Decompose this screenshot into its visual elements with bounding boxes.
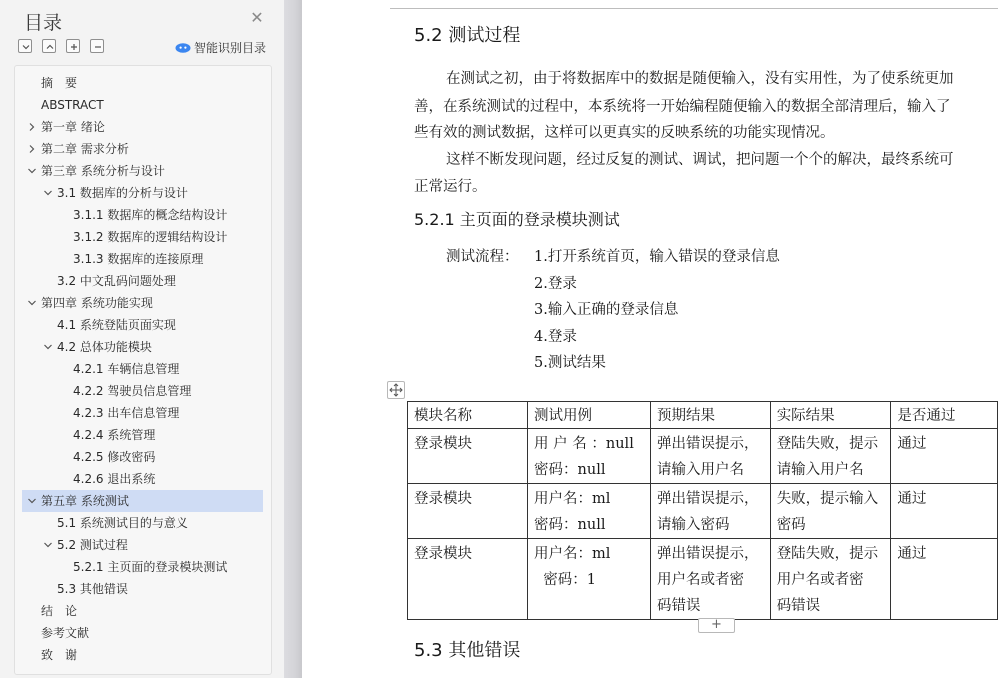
- table-row: [408, 429, 998, 484]
- smart-toc-button[interactable]: [175, 38, 266, 56]
- table-cell[interactable]: [528, 539, 651, 620]
- cell-line: 请输入用户名: [776, 462, 864, 478]
- toc-item[interactable]: [15, 380, 271, 402]
- heading-5-2[interactable]: 5.2 测试过程: [414, 25, 521, 46]
- toc-item[interactable]: [15, 534, 271, 556]
- toc-item[interactable]: [15, 578, 271, 600]
- test-flow-step[interactable]: 4.登录: [534, 329, 577, 345]
- toc-item[interactable]: [15, 160, 271, 182]
- cell-line: 弹出错误提示，: [657, 546, 759, 562]
- cell-line: 登录模块: [414, 436, 472, 452]
- toc-item-label: 4.2.4 系统管理: [73, 428, 156, 442]
- toc-item[interactable]: [15, 556, 271, 578]
- cell-line: 密码: [776, 517, 806, 533]
- panel-divider[interactable]: [284, 0, 302, 678]
- toc-item-label: 第五章 系统测试: [41, 494, 129, 508]
- chevron-down-icon[interactable]: [42, 336, 54, 358]
- test-flow-step[interactable]: 5.测试结果: [534, 355, 606, 371]
- toc-item-label: 3.1.1 数据库的概念结构设计: [73, 208, 228, 222]
- heading-5-3[interactable]: 5.3 其他错误: [414, 640, 521, 661]
- table-header-cell[interactable]: 测试用例: [528, 402, 651, 429]
- toc-item[interactable]: [15, 292, 271, 314]
- table-move-icon[interactable]: [387, 381, 405, 399]
- toc-item-label: 参考文献: [41, 626, 90, 640]
- cell-line: 用户名：ml: [534, 546, 611, 562]
- toc-item[interactable]: [22, 490, 263, 512]
- toc-item[interactable]: [15, 226, 271, 248]
- paragraph-1-line-1[interactable]: 在测试之初，由于将数据库中的数据是随便输入，没有实用性，为了使系统更加: [446, 71, 954, 87]
- toc-item-label: 3.1 数据库的分析与设计: [57, 186, 188, 200]
- toc-item-label: 第四章 系统功能实现: [41, 296, 153, 310]
- cell-line: 登录模块: [414, 491, 472, 507]
- toc-item-label: 3.1.3 数据库的连接原理: [73, 252, 204, 266]
- toc-item-label: 4.2.6 退出系统: [73, 472, 156, 486]
- collapse-all-icon[interactable]: [18, 39, 32, 53]
- cell-line: 密码：null: [534, 517, 606, 533]
- cell-line: 登录模块: [414, 546, 472, 562]
- cell-line: 登陆失败，提示: [776, 436, 879, 452]
- toc-item-label: ABSTRACT: [41, 98, 104, 112]
- toc-item[interactable]: [15, 468, 271, 490]
- heading-5-2-1[interactable]: 5.2.1 主页面的登录模块测试: [414, 210, 620, 229]
- chevron-down-icon[interactable]: [26, 292, 38, 314]
- test-flow-step[interactable]: 1.打开系统首页，输入错误的登录信息: [534, 249, 780, 265]
- toc-item-label: 5.2 测试过程: [57, 538, 128, 552]
- table-cell[interactable]: [408, 539, 528, 620]
- paragraph-2-line-1[interactable]: 这样不断发现问题，经过反复的测试、调试，把问题一个个的解决，最终系统可: [446, 152, 954, 168]
- add-row-button[interactable]: +: [698, 618, 735, 633]
- toc-item[interactable]: [15, 94, 271, 116]
- toc-item[interactable]: [15, 314, 271, 336]
- cell-line: 用户名或者密: [776, 572, 864, 588]
- table-cell[interactable]: [408, 484, 528, 539]
- paragraph-1-line-2[interactable]: 善，在系统测试的过程中，本系统将一开始编程随便输入的数据全部清理后，输入了: [414, 99, 951, 115]
- toc-item[interactable]: [15, 512, 271, 534]
- toc-item[interactable]: [15, 402, 271, 424]
- toc-item[interactable]: [15, 270, 271, 292]
- table-cell[interactable]: [408, 429, 528, 484]
- chevron-down-icon[interactable]: [42, 182, 54, 204]
- toc-item[interactable]: [15, 644, 271, 666]
- cell-line: 登陆失败，提示: [776, 546, 879, 562]
- toc-item-label: 3.2 中文乱码问题处理: [57, 274, 176, 288]
- toc-item[interactable]: [15, 622, 271, 644]
- test-flow-step[interactable]: 2.登录: [534, 276, 577, 292]
- chevron-down-icon[interactable]: [26, 160, 38, 182]
- table-cell[interactable]: [770, 539, 891, 620]
- cell-line: 用户名：ml: [534, 491, 611, 507]
- toc-item-label: 4.2.3 出车信息管理: [73, 406, 180, 420]
- table-cell[interactable]: [770, 429, 891, 484]
- table-header-cell[interactable]: 实际结果: [770, 402, 891, 429]
- page-top-rule: [390, 8, 998, 9]
- paragraph-2-line-2[interactable]: 正常运行。: [414, 179, 487, 195]
- cell-line: 请输入用户名: [657, 462, 744, 478]
- chevron-down-icon[interactable]: [42, 534, 54, 556]
- chevron-right-icon[interactable]: [26, 116, 38, 138]
- close-icon[interactable]: ✕: [250, 8, 264, 27]
- table-header-row: [408, 402, 998, 429]
- cell-line: 用户名或者密: [657, 572, 744, 588]
- cell-line: 弹出错误提示，: [657, 491, 759, 507]
- cell-line: 通过: [897, 436, 927, 452]
- toc-item-label: 第二章 需求分析: [41, 142, 129, 156]
- table-header-cell[interactable]: 是否通过: [891, 402, 998, 429]
- toc-item-label: 4.2.2 驾驶员信息管理: [73, 384, 192, 398]
- toc-item[interactable]: [15, 600, 271, 622]
- toc-item[interactable]: [15, 204, 271, 226]
- remove-heading-icon[interactable]: [90, 39, 104, 53]
- table-cell[interactable]: [891, 429, 998, 484]
- chevron-right-icon[interactable]: [26, 138, 38, 160]
- table-cell[interactable]: [528, 429, 651, 484]
- cell-line: 失败，提示输入: [776, 491, 879, 507]
- toc-item[interactable]: [15, 72, 271, 94]
- test-flow-step[interactable]: 3.输入正确的登录信息: [534, 302, 679, 318]
- table-row: [408, 484, 998, 539]
- toc-item[interactable]: [15, 358, 271, 380]
- test-flow-label[interactable]: 测试流程：: [446, 249, 519, 265]
- cell-line: 密码：null: [534, 462, 606, 478]
- toc-list: [14, 65, 272, 675]
- chevron-down-icon[interactable]: [26, 490, 38, 512]
- table-cell[interactable]: [770, 484, 891, 539]
- cell-line: 码错误: [657, 598, 701, 614]
- table-header-cell[interactable]: 预期结果: [651, 402, 771, 429]
- toc-item-label: 4.2 总体功能模块: [57, 340, 152, 354]
- toc-item-label: 5.1 系统测试目的与意义: [57, 516, 188, 530]
- toc-item-label: 4.2.1 车辆信息管理: [73, 362, 180, 376]
- toc-item-label: 致 谢: [41, 648, 78, 662]
- toc-item-label: 3.1.2 数据库的逻辑结构设计: [73, 230, 228, 244]
- toc-item[interactable]: [15, 116, 271, 138]
- toc-item-label: 结 论: [41, 604, 78, 618]
- toc-item[interactable]: [15, 182, 271, 204]
- table-row: [408, 539, 998, 620]
- toc-item[interactable]: [15, 446, 271, 468]
- table-cell[interactable]: [651, 539, 771, 620]
- toc-item-label: 摘 要: [41, 76, 78, 90]
- toc-item[interactable]: [15, 248, 271, 270]
- cell-line: 通过: [897, 491, 927, 507]
- toc-item-label: 第三章 系统分析与设计: [41, 164, 165, 178]
- cell-line: 码错误: [776, 598, 821, 614]
- cell-line: 通过: [897, 546, 927, 562]
- toc-panel: [0, 0, 284, 678]
- cell-line: 弹出错误提示，: [657, 436, 759, 452]
- toc-item-label: 5.3 其他错误: [57, 582, 128, 596]
- cell-line: 密码：1: [534, 572, 596, 588]
- paragraph-1-line-3[interactable]: 些有效的测试数据，这样可以更真实的反映系统的功能实现情况。: [414, 125, 835, 141]
- table-header-cell[interactable]: 模块名称: [408, 402, 528, 429]
- toc-item-label: 第一章 绪论: [41, 120, 105, 134]
- expand-all-icon[interactable]: [42, 39, 56, 53]
- table-cell[interactable]: [651, 484, 771, 539]
- toc-item[interactable]: [15, 424, 271, 446]
- test-results-table[interactable]: [407, 401, 998, 620]
- table-cell[interactable]: [528, 484, 651, 539]
- toc-item[interactable]: [15, 138, 271, 160]
- cell-line: 用 户 名 ：null: [534, 436, 634, 452]
- toc-item[interactable]: [15, 336, 271, 358]
- toc-title: 目录: [24, 12, 63, 34]
- cell-line: 请输入密码: [657, 517, 730, 533]
- smart-cloud-icon: [175, 41, 191, 53]
- table-cell[interactable]: [891, 484, 998, 539]
- toc-item-label: 4.2.5 修改密码: [73, 450, 156, 464]
- add-heading-icon[interactable]: [66, 39, 80, 53]
- toc-item-label: 4.1 系统登陆页面实现: [57, 318, 176, 332]
- table-cell[interactable]: [651, 429, 771, 484]
- table-cell[interactable]: [891, 539, 998, 620]
- toc-item-label: 5.2.1 主页面的登录模块测试: [73, 560, 228, 574]
- smart-toc-label: 智能识别目录: [194, 40, 267, 55]
